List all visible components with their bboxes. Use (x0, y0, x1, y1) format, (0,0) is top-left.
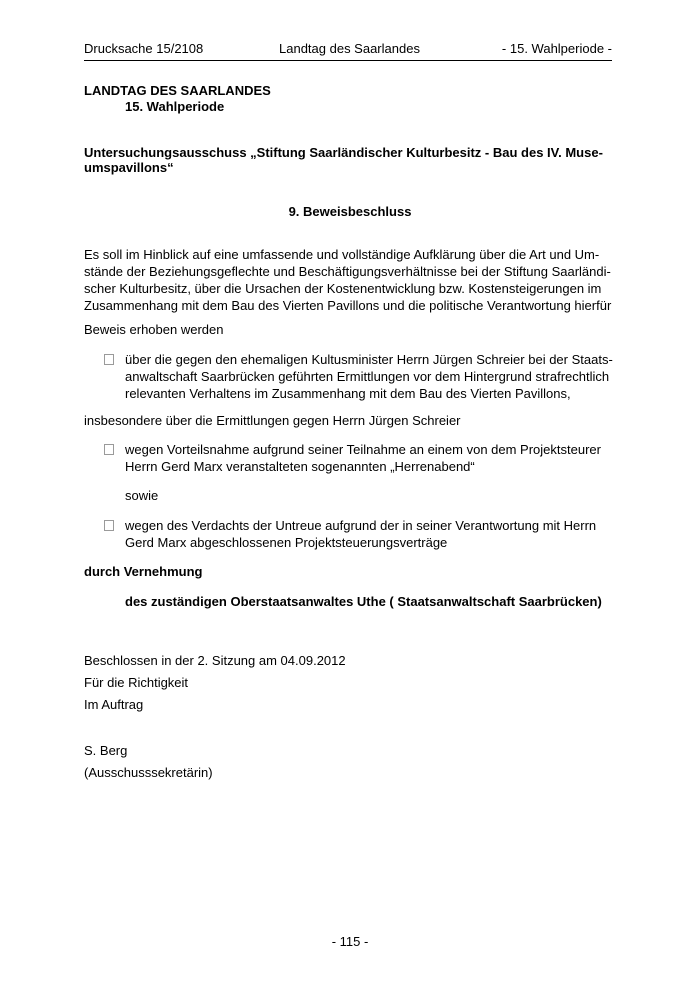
on-behalf-line: Im Auftrag (84, 697, 144, 712)
bullet-3-line-2: Gerd Marx abgeschlossenen Projektsteuerungsverträge (125, 535, 448, 550)
bullet-2-line-1: wegen Vorteilsnahme aufgrund seiner Teilnahme an einem von dem Projektsteurer (125, 442, 601, 457)
bullet-box-icon (104, 354, 114, 365)
witness-line: des zuständigen Oberstaatsanwaltes Uthe ( Staatsanwaltschaft Saarbrücken) (125, 594, 602, 609)
correctness-line: Für die Richtigkeit (84, 675, 189, 690)
bullet-2-line-2: Herrn Gerd Marx veranstalteten sogenannten „Herrenabend“ (125, 459, 475, 474)
legislative-period-title: 15. Wahlperiode (125, 99, 225, 114)
bullet-item-3 (125, 517, 617, 551)
bullet-1-line-2: anwaltschaft Saarbrücken geführten Ermittlungen vor dem Hintergrund strafrechtlich (125, 369, 610, 384)
parliament-title: LANDTAG DES SAARLANDES (84, 83, 271, 98)
page-number: - 115 - (331, 934, 369, 949)
by-hearing-line: durch Vernehmung (84, 564, 203, 579)
bullet-1-line-1: über die gegen den ehemaligen Kultusminister Herrn Jürgen Schreier bei der Staats- (125, 352, 613, 367)
bullet-box-icon (104, 444, 114, 455)
bullet-item-2 (125, 441, 617, 475)
intro-line-1: Es soll im Hinblick auf eine umfassende und vollständige Aufklärung über die Art und Um- (84, 247, 600, 262)
intro-line-2: stände der Beziehungsgeflechte und Beschäftigungsverhältnisse bei der Stiftung Saarländi- (84, 264, 611, 279)
page-header (84, 40, 612, 61)
resolution-title: 9. Beweisbeschluss (288, 204, 412, 219)
intro-paragraph (84, 246, 617, 314)
intro-line-4: Zusammenhang mit dem Bau des Vierten Pavillons und die politische Verantwortung hierfür (84, 298, 612, 313)
header-parliament: Landtag des Saarlandes (279, 41, 420, 56)
header-document-number: Drucksache 15/2108 (84, 41, 204, 56)
sowie-line: sowie (125, 488, 159, 503)
in-particular-line: insbesondere über die Ermittlungen gegen Herrn Jürgen Schreier (84, 413, 461, 428)
bullet-1-line-3: relevanten Verhaltens im Zusammenhang mit dem Bau des Vierten Pavillons, (125, 386, 571, 401)
bullet-box-icon (104, 520, 114, 531)
decided-line: Beschlossen in der 2. Sitzung am 04.09.2012 (84, 653, 346, 668)
committee-title-line-2: umspavillons“ (84, 160, 174, 175)
header-legislative-period: - 15. Wahlperiode - (501, 41, 612, 56)
committee-title-line-1: Untersuchungsausschuss „Stiftung Saarländischer Kulturbesitz - Bau des IV. Muse- (84, 145, 603, 160)
intro-line-3: scher Kulturbesitz, über die Ursachen der Kostenentwicklung bzw. Kostensteigerungen im (84, 281, 602, 296)
signatory-role: (Ausschusssekretärin) (84, 765, 213, 780)
bullet-item-1 (125, 351, 617, 402)
signatory-name: S. Berg (84, 743, 128, 758)
bullet-3-line-1: wegen des Verdachts der Untreue aufgrund der in seiner Verantwortung mit Herrn (125, 518, 597, 533)
evidence-line: Beweis erhoben werden (84, 322, 224, 337)
